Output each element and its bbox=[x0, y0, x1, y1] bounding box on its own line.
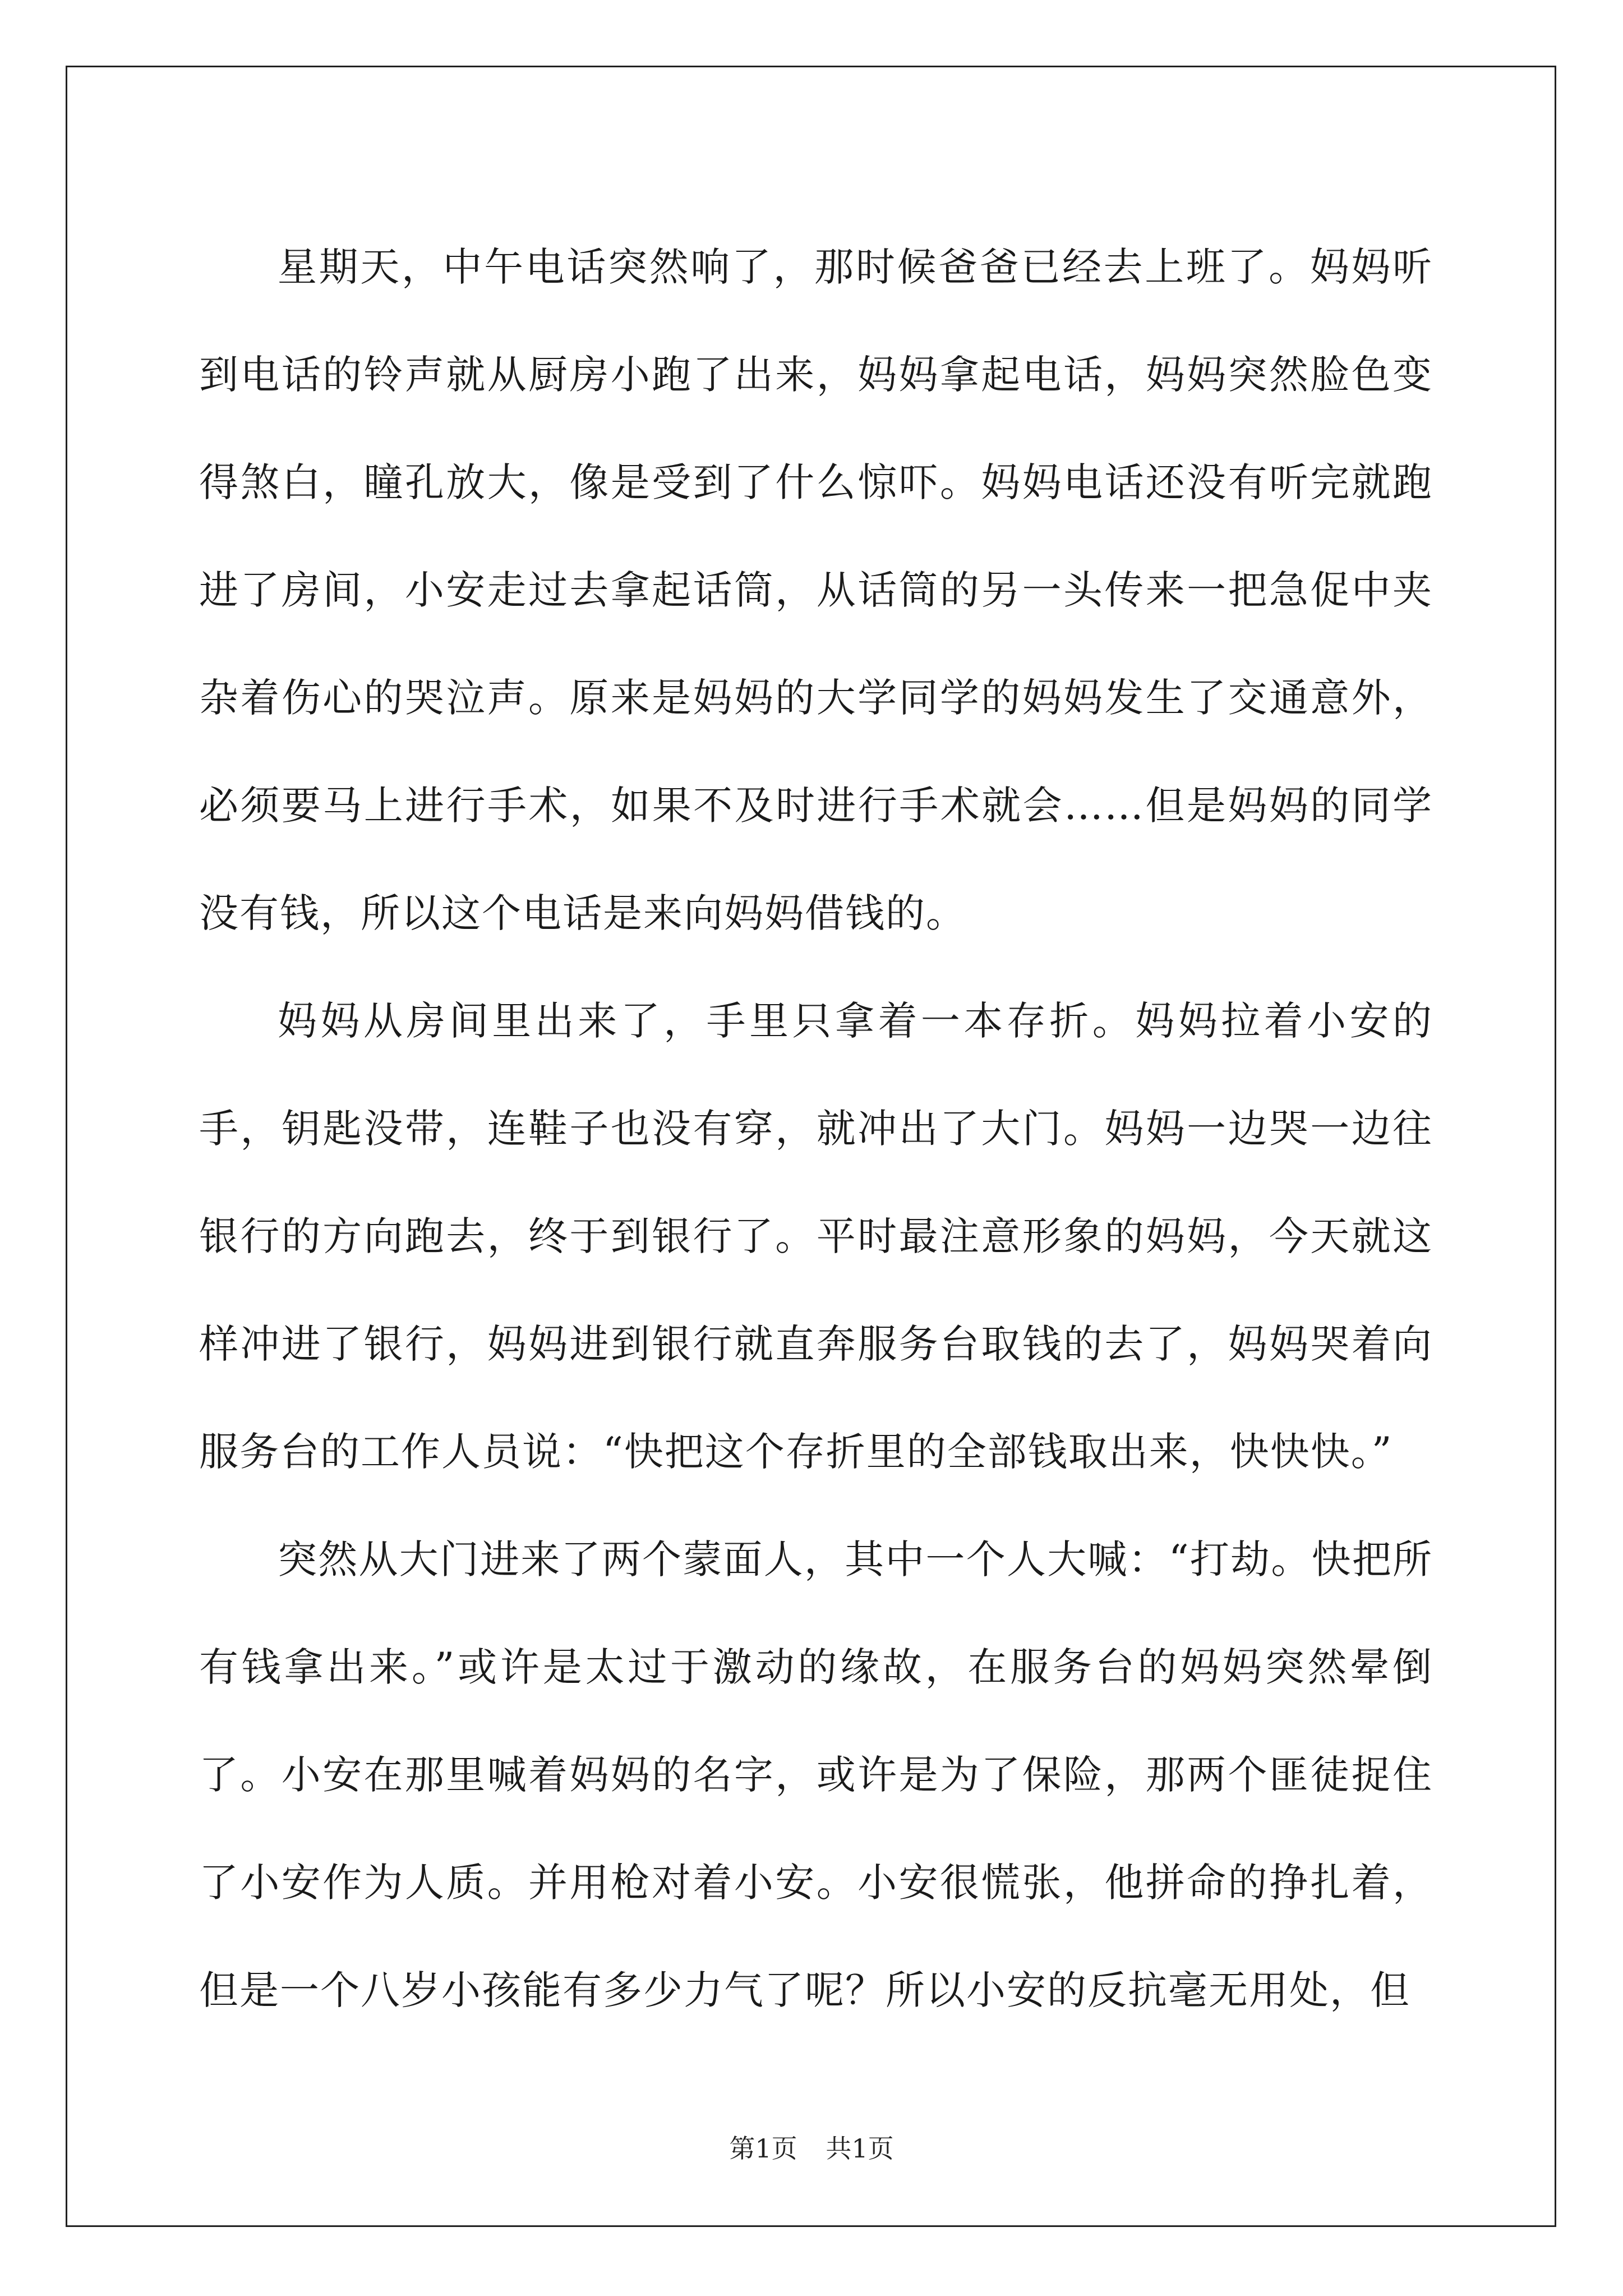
paragraph-2: 妈妈从房间里出来了，手里只拿着一本存折。妈妈拉着小安的手，钥匙没带，连鞋子也没有穿，就冲出了大门。妈妈一边哭一边往银行的方向跑去，终于到银行了。平时最注意形象的妈妈，今天就这样冲进了银行，妈妈进到银行就直奔服务台取钱的去了，妈妈哭着向服务台的工作人员说：“快把这个存折里的全部钱取出来，快快快。” bbox=[199, 998, 1433, 1475]
paragraph-1: 星期天，中午电话突然响了，那时候爸爸已经去上班了。妈妈听到电话的铃声就从厨房小跑了出来，妈妈拿起电话，妈妈突然脸色变得煞白，瞳孔放大，像是受到了什么惊吓。妈妈电话还没有听完就跑进了房间，小安走过去拿起话筒，从话筒的另一头传来一把急促中夹杂着伤心的哭泣声。原来是妈妈的大学同学的妈妈发生了交通意外，必须要马上进行手术，如果不及时进行手术就会……但是妈妈的同学没有钱，所以这个电话是来向妈妈借钱的。 bbox=[199, 244, 1433, 936]
page-number: 第1页 bbox=[729, 2133, 797, 2164]
document-body bbox=[199, 213, 1433, 2044]
page-total: 共1页 bbox=[826, 2133, 894, 2164]
page-footer bbox=[0, 2132, 1623, 2165]
paragraph-3: 突然从大门进来了两个蒙面人，其中一个人大喊：“打劫。快把所有钱拿出来。”或许是太过于激动的缘故，在服务台的妈妈突然晕倒了。小安在那里喊着妈妈的名字，或许是为了保险，那两个匪徒捉住了小安作为人质。并用枪对着小安。小安很慌张，他拼命的挣扎着，但是一个八岁小孩能有多少力气了呢？所以小安的反抗毫无用处，但 bbox=[199, 1536, 1433, 2013]
